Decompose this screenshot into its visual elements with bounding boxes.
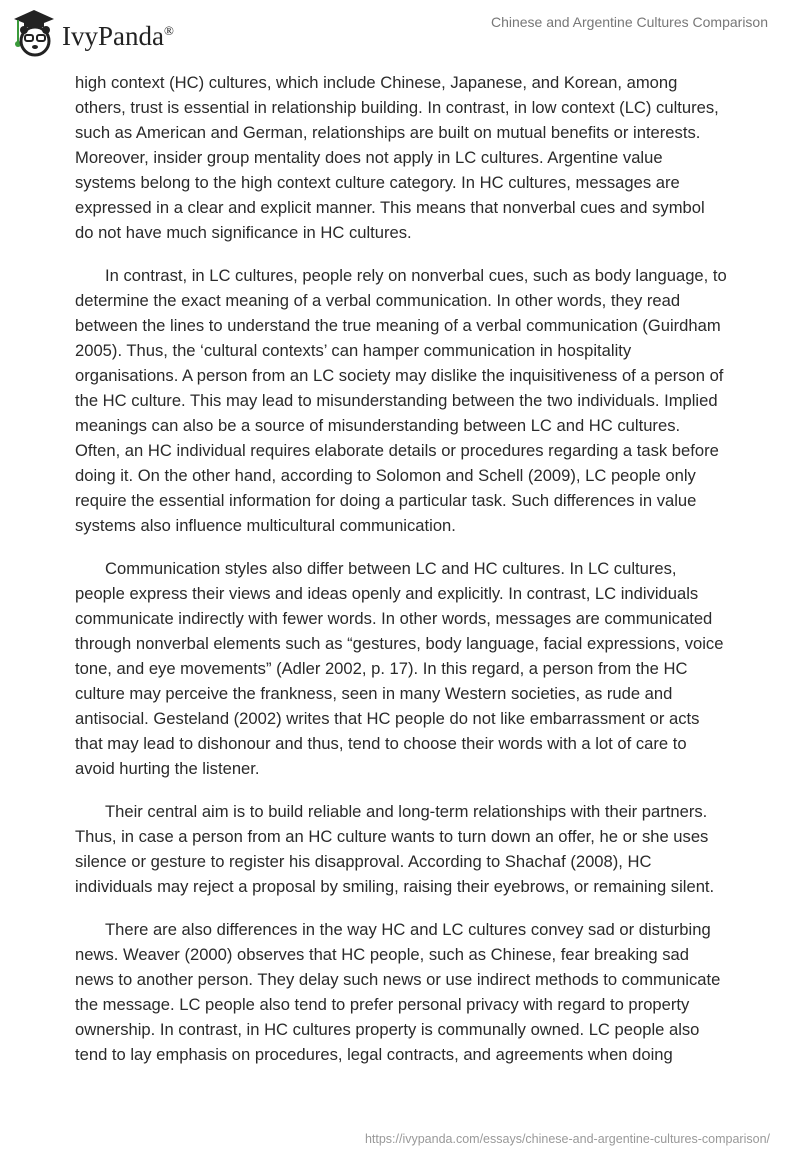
logo-wordmark: IvyPanda <box>62 20 164 51</box>
logo-text <box>62 21 174 52</box>
source-url[interactable]: https://ivypanda.com/essays/chinese-and-argentine-cultures-comparison/ <box>364 1132 770 1146</box>
document-title: Chinese and Argentine Cultures Comparison <box>490 14 768 30</box>
paragraph: There are also differences in the way HC and LC cultures convey sad or disturbing news. Weaver (2000) observes that HC people, such as Chinese, fear breaking sad news to another person. They delay such news or use indirect methods to communicate the message. LC people also tend to prefer personal privacy with regard to property ownership. In contrast, in HC cultures property is communally owned. LC people also tend to lay emphasis on procedures, legal contracts, and agreements when doing <box>75 920 721 1064</box>
paragraph: In contrast, in LC cultures, people rely on nonverbal cues, such as body language, to determine the exact meaning of a verbal communication. In other words, they read between the lines to understand the true meaning of a verbal communication (Guirdham 2005). Thus, the ‘cultural contexts’ can hamper communication in hospitality organisations. A person from an LC society may dislike the inquisitiveness of a person of the HC culture. This may lead to misunderstanding between the two individuals. Implied meanings can also be a source of misunderstanding between LC and HC cultures. Often, an HC individual requires elaborate details or procedures regarding a task before doing it. On the other hand, according to Solomon and Schell (2009), LC people only require the essential information for doing a particular task. Such differences in value systems also influence multicultural communication. <box>75 266 727 535</box>
registered-mark: ® <box>163 22 174 38</box>
paragraph: Communication styles also differ between LC and HC cultures. In LC cultures, people express their views and ideas openly and explicitly. In contrast, LC individuals communicate indirectly with fewer words. In other words, messages are communicated through nonverbal elements such as “gestures, body language, facial expressions, voice tone, and eye movements” (Adler 2002, p. 17). In this regard, a person from the HC culture may perceive the frankness, seen in many Western societies, as rude and antisocial. Gesteland (2002) writes that HC people do not like embarrassment or acts that may lead to dishonour and thus, tend to choose their words with a lot of care to avoid hurting the listener. <box>75 559 724 778</box>
essay-body <box>75 70 727 1085</box>
paragraph: high context (HC) cultures, which include Chinese, Japanese, and Korean, among others, trust is essential in relationship building. In contrast, in low context (LC) cultures, such as American and German, relationships are built on mutual benefits or interests. Moreover, insider group mentality does not apply in LC cultures. Argentine value systems belong to the high context culture category. In HC cultures, messages are expressed in a clear and explicit manner. This means that nonverbal cues and symbol do not have much significance in HC cultures. <box>75 73 719 242</box>
ivypanda-logo[interactable] <box>12 8 174 58</box>
panda-graduate-icon <box>12 8 56 58</box>
paragraph: Their central aim is to build reliable and long-term relationships with their partners. Thus, in case a person from an HC culture wants to turn down an offer, he or she uses silence or gesture to register his disapproval. According to Shachaf (2008), HC individuals may reject a proposal by smiling, raising their eyebrows, or remaining silent. <box>75 802 715 896</box>
page-header <box>0 0 800 70</box>
